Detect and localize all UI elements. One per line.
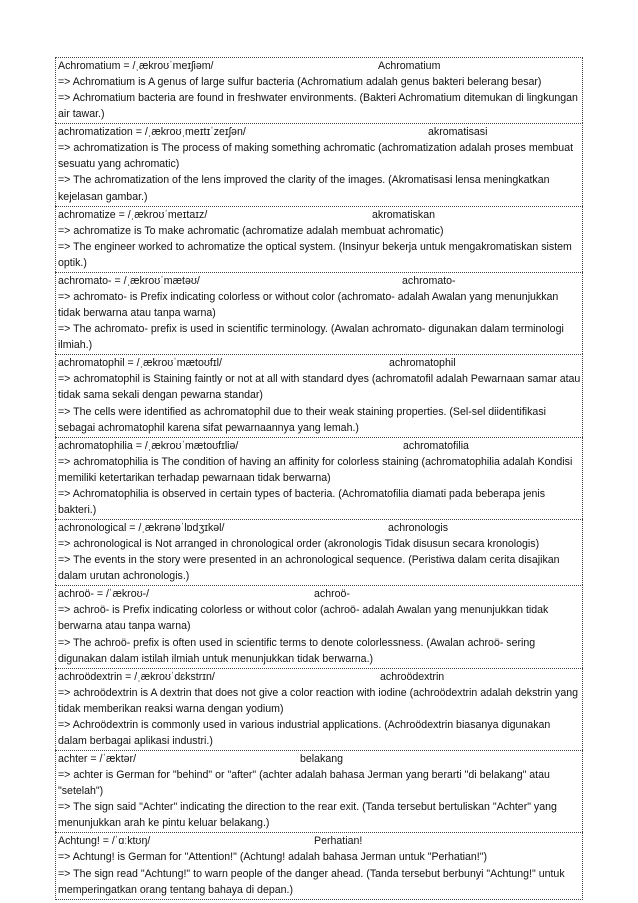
entry-example: => Achromatium bacteria are found in freshwater environments. (Bakteri Achromatium ditemukan di lingkungan air tawar.): [58, 92, 578, 121]
glossary-entry-achter: [55, 750, 583, 832]
entry-definition: => achroö- is Prefix indicating colorless or without color (achroö- adalah Awalan yang menunjukkan tidak berwarna atau tanpa warna): [58, 604, 549, 633]
entry-example: => The achromatization of the lens improved the clarity of the images. (Akromatisasi lensa meningkatkan kejelasan gambar.): [58, 174, 550, 203]
entry-definition: => achromatophilia is The condition of having an affinity for colorless staining (achromatophilia adalah Kondisi memiliki ketertarikan terhadap pewarnaan tidak berwarna): [58, 455, 573, 484]
entry-header: [58, 124, 581, 140]
entry-definition: => achromatophil is Staining faintly or not at all with standard dyes (achromatofil adalah Pewarnaan samar atau tidak sama sekali dengan pewarna standar): [58, 373, 581, 402]
entry-translation: achroödextrin: [380, 670, 445, 683]
entry-term: achromatization = /ˌækroʊˌmeɪtɪˈzeɪʃən/: [58, 126, 246, 139]
glossary-entry-achronological: [55, 519, 583, 585]
entry-definition: => achronological is Not arranged in chronological order (akronologis Tidak disusun secara kronologis): [58, 538, 540, 551]
entry-term: achroödextrin = /ˌækroʊˈdɛkstrɪn/: [58, 670, 215, 683]
entry-term: achromatize = /ˌækroʊˈmeɪtaɪz/: [58, 208, 208, 221]
entry-term: Achromatium = /ˌækroʊˈmeɪʃiəm/: [58, 60, 214, 72]
glossary-entry-achromatophil: [55, 354, 583, 436]
entry-translation: akromatiskan: [372, 208, 435, 221]
entry-definition: => achromatize is To make achromatic (achromatize adalah membuat achromatic): [58, 224, 444, 237]
entry-translation: Perhatian!: [314, 835, 363, 848]
entry-term: achronological = /ˌækrənəˈlɒdʒɪkəl/: [58, 522, 225, 535]
entry-definition: => Achtung! is German for "Attention!" (Achtung! adalah bahasa Jerman untuk "Perhatian!"): [58, 851, 488, 864]
entry-term: achromato- = /ˌækroʊˈmætəʊ/: [58, 274, 200, 287]
entry-header: [58, 438, 581, 454]
entry-term: Achtung! = /ˈɑːktʊŋ/: [58, 835, 151, 848]
entry-translation: Achromatium: [378, 60, 441, 72]
entry-example: => The cells were identified as achromatophil due to their weak staining properties. (Sel-sel diidentifikasi sebagai achromatophil karena sifat pewarnaannya yang lemah.): [58, 405, 546, 434]
entry-translation: achronologis: [388, 522, 449, 535]
glossary-entry-achromato: [55, 272, 583, 354]
entry-header: [58, 520, 581, 536]
entry-header: [58, 273, 581, 289]
entry-example: => Achromatophilia is observed in certain types of bacteria. (Achromatofilia diamati pada beberapa jenis bakteri.): [58, 487, 545, 516]
glossary-document: [55, 57, 583, 900]
entry-header: [58, 751, 581, 767]
entry-translation: achromatophil: [389, 357, 456, 370]
entry-definition: => achromatization is The process of making something achromatic (achromatization adalah proses membuat sesuatu yang achromatic): [58, 142, 574, 171]
entry-term: achromatophilia = /ˌækroʊˈmætoʊfɪliə/: [58, 439, 239, 452]
entry-header: [58, 58, 581, 74]
glossary-entry-achromatophilia: [55, 437, 583, 519]
entry-translation: akromatisasi: [428, 126, 488, 139]
entry-header: [58, 669, 581, 685]
entry-header: [58, 586, 581, 602]
entry-example: => The achromato- prefix is used in scientific terminology. (Awalan achromato- digunakan dalam terminologi ilmiah.): [58, 323, 564, 352]
entry-example: => The events in the story were presented in an achronological sequence. (Peristiwa dalam cerita disajikan dalam urutan achronologis.): [58, 554, 560, 583]
entry-definition: => achroödextrin is A dextrin that does not give a color reaction with iodine (achroödextrin adalah dekstrin yang tidak memberikan reaksi warna dengan yodium): [58, 686, 578, 715]
glossary-entry-achtung: [55, 832, 583, 899]
glossary-entry-achroo: [55, 585, 583, 667]
glossary-entry-achromatium: [55, 57, 583, 123]
glossary-entry-achromatize: [55, 206, 583, 272]
entry-translation: achromato-: [402, 274, 456, 287]
entry-example: => The sign said "Achter" indicating the direction to the rear exit. (Tanda tersebut bertuliskan "Achter" yang menunjukkan arah ke pintu keluar belakang.): [58, 801, 557, 830]
entry-header: [58, 833, 581, 849]
entry-term: achroö- = /ˈækroʊ-/: [58, 588, 150, 601]
entry-translation: achromatofilia: [403, 439, 469, 452]
entry-definition: => achter is German for "behind" or "after" (achter adalah bahasa Jerman yang berarti "di belakang" atau "setelah"): [58, 769, 550, 798]
entry-term: achromatophil = /ˌækroʊˈmætoʊfɪl/: [58, 357, 222, 370]
glossary-entry-achromatization: [55, 123, 583, 205]
entry-example: => The sign read "Achtung!" to warn people of the danger ahead. (Tanda tersebut berbunyi "Achtung!" untuk memperingatkan orang tentang bahaya di depan.): [58, 867, 565, 896]
entry-example: => Achroödextrin is commonly used in various industrial applications. (Achroödextrin biasanya digunakan dalam berbagai aplikasi industri.): [58, 718, 551, 747]
entry-translation: belakang: [300, 753, 344, 766]
entry-example: => The achroö- prefix is often used in scientific terms to denote colorlessness. (Awalan achroö- sering digunakan dalam istilah ilmiah untuk menunjukkan tidak berwarna.): [58, 636, 536, 665]
entry-translation: achroö-: [314, 588, 350, 601]
entry-header: [58, 355, 581, 371]
entry-definition: => achromato- is Prefix indicating colorless or without color (achromato- adalah Awalan yang menunjukkan tidak berwarna atau tanpa warna): [58, 290, 559, 320]
entry-definition: => Achromatium is A genus of large sulfur bacteria (Achromatium adalah genus bakteri belerang besar): [58, 76, 542, 88]
glossary-entry-achroodextrin: [55, 668, 583, 750]
entry-header: [58, 207, 581, 223]
entry-term: achter = /ˈæktər/: [58, 753, 137, 766]
entry-example: => The engineer worked to achromatize the optical system. (Insinyur bekerja untuk mengakromatiskan sistem optik.): [58, 240, 572, 269]
